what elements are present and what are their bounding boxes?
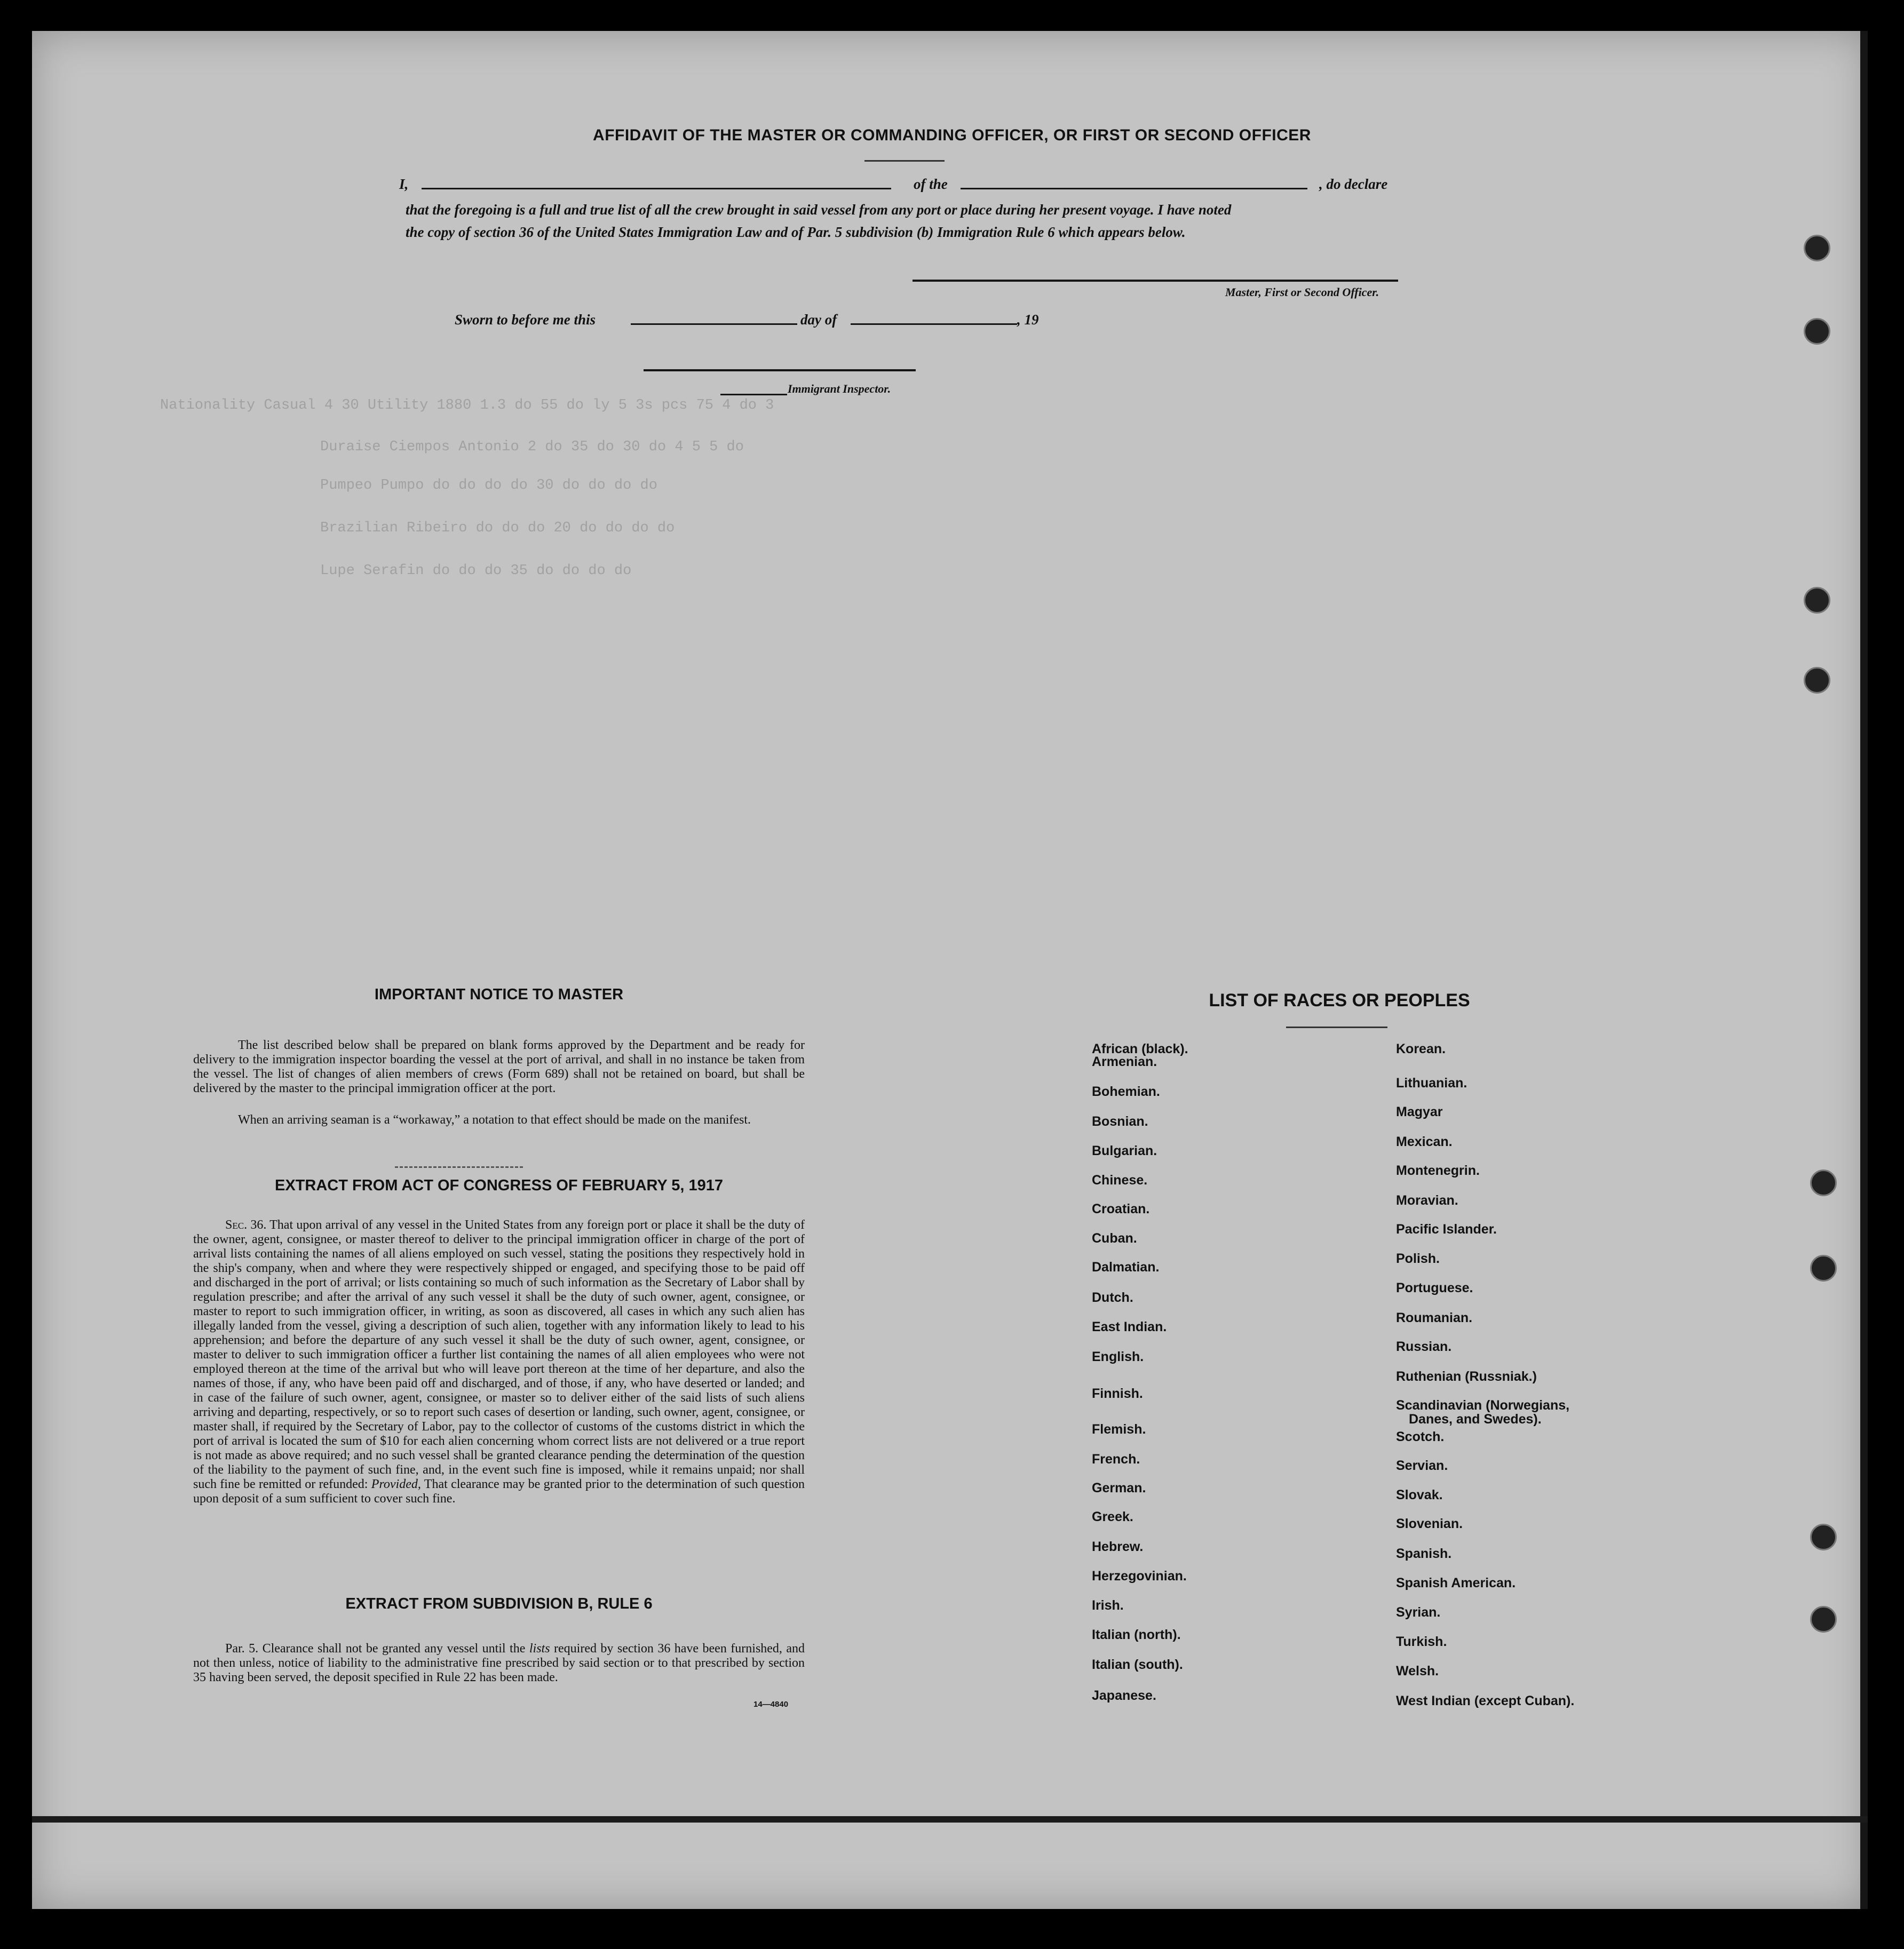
race-item: Italian (north).: [1092, 1627, 1181, 1642]
race-item: Bulgarian.: [1092, 1143, 1157, 1158]
race-item: Montenegrin.: [1396, 1163, 1480, 1178]
race-item: Finnish.: [1092, 1386, 1143, 1401]
form-number: 14—4840: [753, 1700, 789, 1709]
race-item: Herzegovinian.: [1092, 1569, 1187, 1584]
race-item: Japanese.: [1092, 1688, 1156, 1703]
vessel-blank: [961, 188, 1307, 189]
ghost-row: Duraise Ciempos Antonio 2 do 35 do 30 do 4 5 5 do: [320, 439, 744, 455]
master-signature-label: Master, First or Second Officer.: [1225, 285, 1379, 299]
sworn-day-label: day of: [800, 312, 837, 328]
inspector-signature-line: [644, 369, 916, 371]
race-item: Servian.: [1396, 1458, 1448, 1473]
notice-title: IMPORTANT NOTICE TO MASTER: [374, 986, 624, 1003]
race-item: Greek.: [1092, 1509, 1133, 1524]
affidavit-text-line2: that the foregoing is a full and true list of all the crew brought in said vessel from any port or place during her present voyage. I have noted: [406, 202, 1232, 218]
race-item: French.: [1092, 1452, 1140, 1467]
race-item: African (black).: [1092, 1041, 1188, 1056]
punch-hole: [1804, 667, 1830, 694]
race-item: Roumanian.: [1396, 1310, 1473, 1325]
race-item: Hebrew.: [1092, 1539, 1144, 1554]
section-body: That upon arrival of any vessel in the United States from any foreign port or place it shall be the duty of the owner, agent, consignee, or master thereof to deliver to the principal immigration officer in charge of the port of arrival lists containing the names of all aliens employed on such vessel, stating the positions they respectively hold in the ship's company, when and where they were respectively shipped or engaged, and specifying those to be paid off and discharged in the port of arrival; or lists containing so much of such information as the Secretary of Labor shall by regulation prescribe; and after the arrival of any such vessel it shall be the duty of such owner, agent, consignee, or master to report to such immigration officer, in writing, as soon as discovered, all cases in which any such alien has illegally landed from the vessel, giving a description of such alien, together with any information likely to lead to his apprehension; and before the departure of any such vessel it shall be the duty of such owner, agent, consignee, or master to deliver to such immigration officer a further list containing the names of all alien employees who were not employed thereon at the time of the arrival but who will leave port thereon at the time of her departure, and also the names of those, if any, who have been paid off and discharged, and of those, if any, who have deserted or landed; and in case of the failure of such owner, agent, consignee, or master so to deliver either of the said lists of such aliens arriving and departing, respectively, or so to report such cases of desertion or landing, such owner, agent, consignee, or master shall, if required by the Secretary of Labor, pay to the collector of customs of the customs district in which the port of arrival is located the sum of $10 for each alien concerning whom correct lists are not delivered or a true report is not made as above required; and no such vessel shall be granted clearance pending the determination of the question of the liability to the payment of such fine, and, in the event such fine is imposed, while it remains unpaid; nor shall such fine be remitted or refunded:: [193, 1218, 805, 1491]
sworn-month-blank: [851, 323, 1017, 325]
race-item: Portuguese.: [1396, 1280, 1473, 1295]
race-item: Croatian.: [1092, 1202, 1150, 1216]
name-blank: [422, 188, 891, 189]
race-item: Dutch.: [1092, 1290, 1133, 1305]
punch-hole: [1810, 1170, 1837, 1196]
race-item: Chinese.: [1092, 1173, 1148, 1188]
race-item: Spanish.: [1396, 1546, 1452, 1561]
sworn-year-label: , 19: [1017, 312, 1039, 328]
punch-hole: [1804, 587, 1830, 614]
rule-body-end: required by section 36 have been furnished, and not then unless, notice of liability to the administrative fine prescribed by said section or to that prescribed by section 35 having been served, the deposit specified in Rule 22 has been made.: [193, 1642, 805, 1684]
race-item: Moravian.: [1396, 1193, 1458, 1208]
title-divider: [864, 160, 945, 162]
affidavit-of-label: of the: [914, 176, 948, 192]
race-item: Magyar: [1396, 1104, 1443, 1119]
section-label: Sec. 36.: [225, 1218, 267, 1232]
races-list-title: LIST OF RACES OR PEOPLES: [1209, 990, 1470, 1011]
race-item: Korean.: [1396, 1041, 1446, 1056]
race-item: Mexican.: [1396, 1134, 1453, 1149]
race-item: Flemish.: [1092, 1422, 1146, 1437]
race-item: Polish.: [1396, 1251, 1440, 1266]
race-item: East Indian.: [1092, 1319, 1167, 1334]
ghost-row: Brazilian Ribeiro do do do 20 do do do do: [320, 520, 675, 536]
right-border-rule: [1860, 31, 1868, 1909]
race-item: Cuban.: [1092, 1231, 1137, 1246]
affidavit-declare-label: , do declare: [1319, 176, 1388, 192]
section-body-end: That clearance may be granted prior to the determination of such question upon deposit of a sum sufficient to cover such fine.: [193, 1477, 805, 1506]
ghost-row: Lupe Serafin do do do 35 do do do do: [320, 563, 632, 579]
affidavit-title: AFFIDAVIT OF THE MASTER OR COMMANDING OFFICER, OR FIRST OR SECOND OFFICER: [593, 126, 1311, 144]
race-item: Slovenian.: [1396, 1516, 1463, 1531]
punch-hole: [1804, 235, 1830, 261]
race-item: Dalmatian.: [1092, 1260, 1160, 1275]
race-item: Welsh.: [1396, 1664, 1439, 1678]
race-item: Pacific Islander.: [1396, 1222, 1497, 1237]
act-extract-title: EXTRACT FROM ACT OF CONGRESS OF FEBRUARY 5, 1917: [274, 1177, 724, 1194]
race-item: Scandinavian (Norwegians,: [1396, 1398, 1570, 1413]
sworn-label: Sworn to before me this: [455, 312, 596, 328]
rule-extract-text: [193, 1642, 805, 1685]
act-extract-text: [193, 1218, 805, 1506]
race-item: English.: [1092, 1349, 1144, 1364]
punch-hole: [1810, 1606, 1837, 1633]
race-item: Russian.: [1396, 1339, 1452, 1354]
race-item: Bohemian.: [1092, 1084, 1160, 1099]
punch-hole: [1810, 1524, 1837, 1550]
affidavit-text-line3: the copy of section 36 of the United States Immigration Law and of Par. 5 subdivision (b) Immigration Rule 6 which appears below.: [406, 224, 1186, 240]
bottom-border-rule: [32, 1816, 1868, 1823]
master-signature-line: [913, 280, 1398, 282]
notice-paragraph-1: The list described below shall be prepared on blank forms approved by the Department and be ready for delivery to the immigration inspector boarding the vessel at the port of arrival, and shall in no instance be taken from the vessel. The list of changes of alien members of crews (Form 689) shall not be retained on board, but shall be delivered by the master to the principal immigration officer at the port.: [193, 1038, 805, 1095]
race-item: West Indian (except Cuban).: [1396, 1693, 1575, 1708]
race-item-continuation: Danes, and Swedes).: [1409, 1412, 1542, 1427]
sworn-day-blank: [631, 323, 797, 325]
rule-extract-title: EXTRACT FROM SUBDIVISION B, RULE 6: [345, 1595, 653, 1612]
ghost-row: Nationality Casual 4 30 Utility 1880 1.3 do 55 do ly 5 3s pcs 75 4 do 3: [160, 397, 774, 413]
race-item: Spanish American.: [1396, 1576, 1516, 1590]
race-item: Lithuanian.: [1396, 1076, 1467, 1091]
punch-hole: [1804, 318, 1830, 345]
race-item: Slovak.: [1396, 1487, 1443, 1502]
race-item: German.: [1092, 1481, 1146, 1495]
race-item: Italian (south).: [1092, 1657, 1183, 1672]
lists-word: lists: [529, 1642, 550, 1656]
inspector-short-line: [720, 394, 787, 395]
race-item: Scotch.: [1396, 1429, 1445, 1444]
inspector-signature-label: Immigrant Inspector.: [788, 382, 891, 395]
race-item: Syrian.: [1396, 1605, 1441, 1620]
race-item: Irish.: [1092, 1598, 1124, 1613]
provided-word: Provided,: [371, 1477, 421, 1491]
rule-body: Par. 5. Clearance shall not be granted any vessel until the: [225, 1642, 526, 1656]
notice-paragraph-2: When an arriving seaman is a “workaway,” a notation to that effect should be made on the manifest.: [238, 1113, 751, 1127]
ghost-row: Pumpeo Pumpo do do do do 30 do do do do: [320, 478, 657, 494]
affidavit-i-label: I,: [399, 176, 409, 192]
race-item: Ruthenian (Russniak.): [1396, 1369, 1537, 1384]
document-sheet: [32, 31, 1868, 1909]
race-item: Bosnian.: [1092, 1114, 1148, 1129]
race-item: Turkish.: [1396, 1634, 1447, 1649]
punch-hole: [1810, 1255, 1837, 1282]
races-title-divider: [1286, 1027, 1387, 1028]
race-item: Armenian.: [1092, 1054, 1157, 1069]
section-divider: [395, 1166, 523, 1168]
